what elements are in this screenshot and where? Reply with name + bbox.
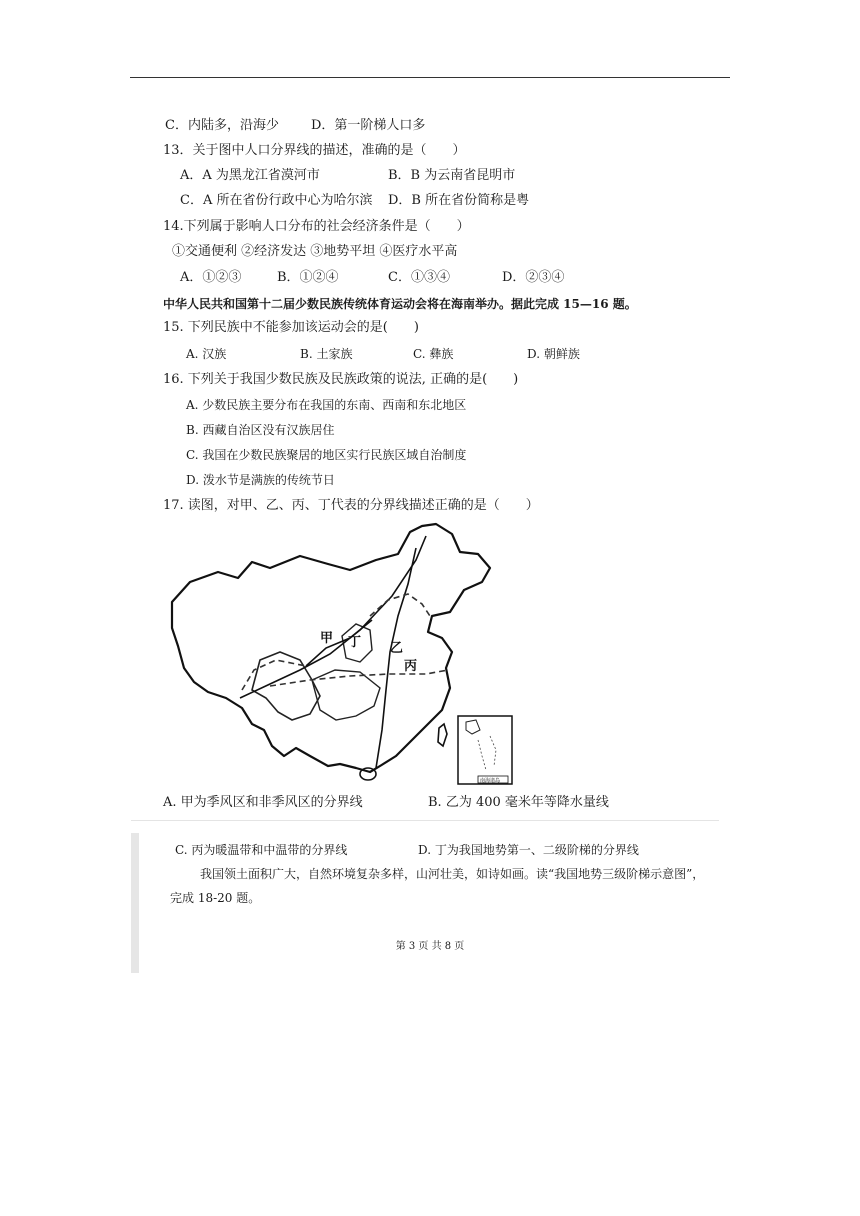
q15-option-a: A. 汉族 — [186, 347, 227, 361]
q14-option-a: A．①②③ — [180, 270, 242, 285]
q14-option-d: D．②③④ — [502, 270, 565, 285]
hainan-outline — [360, 768, 376, 780]
q13-option-c: C．A 所在省份行政中心为哈尔滨 — [180, 193, 373, 208]
q14-option-b: B．①②④ — [277, 270, 339, 285]
intro-18-20-line2: 完成 18-20 题。 — [170, 891, 261, 905]
q15-option-b: B. 土家族 — [300, 347, 353, 361]
map-label-jia: 甲 — [320, 631, 334, 646]
q12-option-c: C．内陆多，沿海少 — [165, 118, 279, 133]
intro-18-20-line1: 我国领土面积广大，自然环境复杂多样，山河壮美，如诗如画。读“我国地势三级阶梯示意图”， — [200, 867, 705, 881]
taiwan-outline — [438, 724, 447, 746]
q12-option-d: D．第一阶梯人口多 — [311, 118, 426, 133]
dashed-line-northeast — [370, 594, 430, 616]
q13-option-d: D．B 所在省份简称是粤 — [388, 193, 530, 208]
q15-option-c: C. 彝族 — [413, 347, 454, 361]
map-label-yi: 乙 — [390, 641, 404, 656]
q16-stem: 16. 下列关于我国少数民族及民族政策的说法, 正确的是( ) — [163, 372, 519, 387]
q13-stem: 13．关于图中人口分界线的描述，准确的是（ ） — [163, 143, 466, 158]
map-label-ding: 丁 — [348, 635, 362, 650]
q16-option-a: A. 少数民族主要分布在我国的东南、西南和东北地区 — [186, 398, 467, 412]
q16-option-d: D. 泼水节是满族的传统节日 — [186, 473, 335, 487]
china-outline — [172, 524, 490, 772]
q15-option-d: D. 朝鲜族 — [527, 347, 580, 361]
scan-divider — [131, 820, 719, 821]
q14-option-c: C．①③④ — [388, 270, 450, 285]
q17-stem: 17. 读图，对甲、乙、丙、丁代表的分界线描述正确的是（ ） — [163, 498, 539, 513]
q17-option-c: C. 丙为暖温带和中温带的分界线 — [175, 843, 348, 857]
map-label-bing: 丙 — [404, 659, 418, 674]
page-number: 第 3 页 共 8 页 — [395, 941, 465, 952]
q17-option-b: B. 乙为 400 毫米年等降水量线 — [428, 795, 609, 810]
q14-stem: 14.下列属于影响人口分布的社会经济条件是（ ） — [163, 219, 470, 234]
scan-left-bar — [131, 833, 139, 973]
q17-option-d: D. 丁为我国地势第一、二级阶梯的分界线 — [418, 843, 639, 857]
q13-option-b: B．B 为云南省昆明市 — [388, 168, 516, 183]
q13-option-a: A．A 为黑龙江省漠河市 — [180, 168, 320, 183]
intro-15-16: 中华人民共和国第十二届少数民族传统体育运动会将在海南举办。据此完成 15—16 题。 — [163, 297, 637, 311]
q16-option-b: B. 西藏自治区没有汉族居住 — [186, 423, 335, 437]
q15-stem: 15. 下列民族中不能参加该运动会的是( ) — [163, 320, 419, 335]
inset-label: 南海诸岛 — [480, 778, 501, 784]
q16-option-c: C. 我国在少数民族聚居的地区实行民族区域自治制度 — [186, 448, 467, 462]
q17-option-a: A. 甲为季风区和非季风区的分界线 — [163, 795, 363, 810]
q14-items: ①交通便利 ②经济发达 ③地势平坦 ④医疗水平高 — [172, 244, 458, 259]
boundary-line-yi — [376, 548, 416, 768]
header-rule — [130, 77, 730, 78]
china-boundary-map — [160, 520, 520, 790]
